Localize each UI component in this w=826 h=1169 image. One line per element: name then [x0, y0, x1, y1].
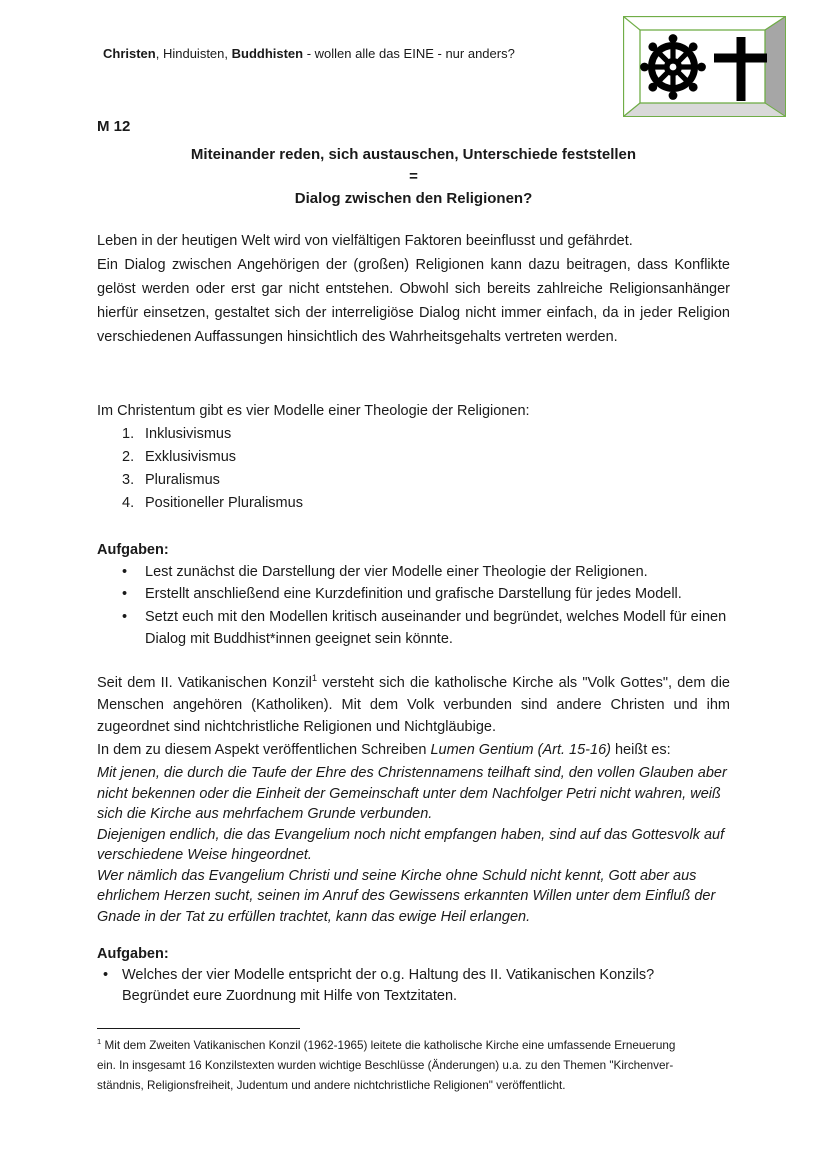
tasks2-bullet-line-1: Welches der vier Modelle entspricht der o.g. Haltung des II. Vatikanischen Konzils? — [122, 967, 655, 984]
title-line-2: Dialog zwischen den Religionen? — [294, 190, 533, 207]
bullet-item — [97, 583, 730, 605]
bullet-item — [97, 965, 730, 1007]
quote-paragraph-2: Diejenigen endlich, die das Evangelium noch nicht empfangen haben, sind auf das Gottesvolk auf verschiedene Weise hingeordnet. — [97, 826, 725, 864]
footnote-marker: 1 — [97, 1037, 102, 1047]
footnote-line-1 — [97, 1036, 730, 1056]
page-header-line — [103, 46, 515, 62]
list-number: 3. — [122, 472, 135, 488]
list-item-label: Positioneller Pluralismus — [145, 495, 303, 511]
list-item — [97, 492, 730, 515]
vatican-text-after-footnote: versteht sich die katholische Kirche als "Volk Gottes", dem die Menschen angehören (Katholiken). Mit dem Volk verbunden sind andere Christen und ihm zugeordnet sind nichtchristliche Religionen und Nichtgläubige. — [97, 674, 730, 736]
tasks2-bullet-line-2: Begründet eure Zuordnung mit Hilfe von Textzitaten. — [122, 988, 458, 1005]
bullet-text: Lest zunächst die Darstellung der vier Modelle einer Theologie der Religionen. — [145, 564, 648, 580]
title-line-1: Miteinander reden, sich austauschen, Unterschiede feststellen — [190, 146, 637, 163]
tasks-heading-2: Aufgaben: — [97, 946, 169, 963]
bullet-glyph: • — [122, 586, 128, 603]
list-item-label: Inklusivismus — [145, 426, 232, 442]
list-item-label: Pluralismus — [145, 472, 220, 488]
lumen-gentium-title: Lumen Gentium (Art. 15-16) — [430, 741, 611, 758]
footnote-area — [97, 1028, 730, 1096]
material-code: M 12 — [97, 118, 131, 135]
header-word-middle: , Hinduisten, — [155, 46, 232, 61]
document-body — [97, 118, 730, 1007]
intro-sentence: Leben in der heutigen Welt wird von vielfältigen Faktoren beeinflusst und gefährdet. — [97, 233, 633, 249]
frame-bevel-bottom — [624, 103, 786, 117]
footnote-line-3: ständnis, Religionsfreiheit, Judentum und andere nichtchristliche Religionen" veröffentlicht. — [97, 1079, 566, 1092]
bullet-item — [97, 606, 730, 651]
header-word-christen: Christen — [103, 46, 156, 61]
religions-logo-frame — [623, 16, 786, 122]
list-number: 2. — [122, 449, 135, 465]
footnote-separator-rule — [97, 1028, 300, 1029]
list-number: 4. — [122, 495, 135, 511]
logo-frame-svg — [623, 16, 786, 117]
list-item — [97, 423, 730, 446]
bullet-item — [97, 561, 730, 583]
bullet-glyph: • — [122, 564, 128, 580]
list-item — [97, 469, 730, 492]
footnote-text-1: Mit dem Zweiten Vatikanischen Konzil (1962-1965) leitete die katholische Kirche eine umfassende Erneuerung — [101, 1039, 676, 1052]
lumen-gentium-line — [97, 739, 730, 761]
footnote-line-2: ein. In insgesamt 16 Konzilstexten wurden wichtige Beschlüsse (Änderungen) u.a. zu den Themen "Kirchenver- — [97, 1059, 674, 1072]
vatican-paragraph — [97, 672, 730, 739]
aspect-text-after: heißt es: — [610, 741, 671, 758]
models-numbered-list — [97, 423, 730, 515]
header-word-buddhisten: Buddhisten — [231, 46, 304, 61]
bullet-glyph: • — [122, 608, 128, 625]
bullet-text: Setzt euch mit den Modellen kritisch auseinander und begründet, welches Modell für einen Dialog mit Buddhist*innen geeignet sein könnte. — [145, 608, 727, 648]
frame-bevel-right — [765, 17, 786, 117]
vatican-text-before-footnote: Seit dem II. Vatikanischen Konzil — [97, 674, 312, 691]
tasks-bullet-list-1 — [97, 561, 730, 651]
lumen-gentium-quote — [97, 763, 730, 927]
footnote-reference-marker: 1 — [311, 671, 318, 683]
models-intro: Im Christentum gibt es vier Modelle einer Theologie der Religionen: — [97, 403, 530, 419]
list-item — [97, 446, 730, 469]
quote-paragraph-1: Mit jenen, die durch die Taufe der Ehre des Christennamens teilhaft sind, den vollen Glauben aber nicht bekennen oder die Einheit der Gemeinschaft unter dem Nachfolger Petri nicht wahren, weiß sich die Kirche aus mehrfachem Grunde verbunden. — [97, 765, 727, 823]
title-equals: = — [409, 168, 418, 185]
list-number: 1. — [122, 426, 135, 442]
bullet-text — [122, 965, 730, 1007]
intro-paragraph: Ein Dialog zwischen Angehörigen der (großen) Religionen kann dazu beitragen, dass Konflikte gelöst werden oder erst gar nicht entstehen. Obwohl sich bereits zahlreiche Religionsanhänger hierfür einsetzen, gestaltet sich der interreligiöse Dialog nicht immer einfach, da in jeder Religion verschiedenen Auffassungen hinsichtlich des Wahrheitsgehalts vertreten werden. — [97, 257, 730, 345]
aspect-text-before: In dem zu diesem Aspekt veröffentlichen Schreiben — [97, 741, 431, 758]
dharma-wheel-icon — [640, 34, 706, 100]
bullet-glyph: • — [103, 967, 109, 984]
list-item-label: Exklusivismus — [145, 449, 237, 465]
tasks-heading-1: Aufgaben: — [97, 542, 169, 558]
quote-paragraph-3: Wer nämlich das Evangelium Christi und seine Kirche ohne Schuld nicht kennt, Gott aber aus ehrlichem Herzen sucht, seinen im Anruf des Gewissens erkannten Willen unter dem Einfluß der Gnade in der Tat zu erfüllen trachtet, kann das ewige Heil erlangen. — [97, 867, 716, 925]
header-word-tail: - wollen alle das EINE - nur anders? — [303, 46, 515, 61]
bullet-text: Erstellt anschließend eine Kurzdefinition und grafische Darstellung für jedes Modell. — [145, 586, 682, 603]
document-title — [97, 144, 730, 210]
